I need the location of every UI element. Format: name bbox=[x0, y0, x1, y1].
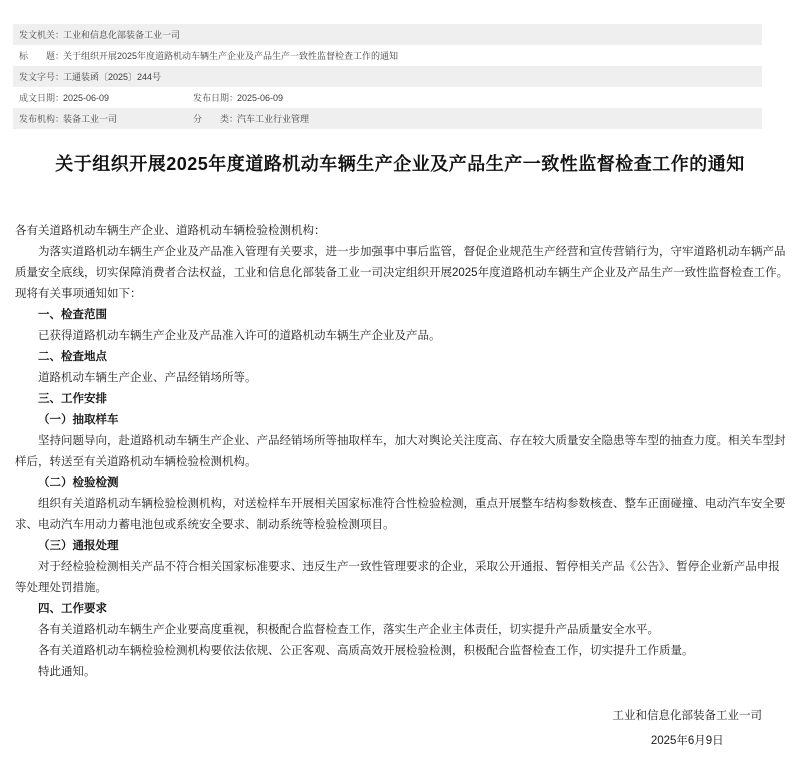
document-meta-table bbox=[13, 24, 762, 129]
signature-organization: 工业和信息化部装备工业一司 bbox=[612, 710, 762, 722]
heading-scope: 一、检查范围 bbox=[38, 309, 107, 321]
meta-label-publisher: 发布机构： bbox=[19, 114, 65, 124]
meta-label-publish-date: 发布日期： bbox=[193, 93, 239, 103]
heading-reporting: （三）通报处理 bbox=[38, 540, 119, 552]
meta-cell bbox=[19, 91, 193, 104]
paragraph-sampling: 坚持问题导向，赴道路机动车辆生产企业、产品经销场所等抽取样车，加大对舆论关注度高、存在较大质量安全隐患等车型的抽查力度。相关车型封样后，转送至有关道路机动车辆检验检测机构。 bbox=[15, 435, 786, 468]
meta-label-title: 标 题： bbox=[19, 51, 65, 61]
paragraph-intro: 为落实道路机动车辆生产企业及产品准入管理有关要求，进一步加强事中事后监管，督促企业规范生产经营和宣传营销行为，守牢道路机动车辆产品质量安全底线，切实保障消费者合法权益，工业和信息化部装备工业一司决定组织开展2025年度道路机动车辆生产企业及产品生产一致性监督检查工作。现将有关事项通知如下： bbox=[15, 246, 789, 300]
meta-row-issuing-agency bbox=[13, 24, 762, 45]
meta-value-publish-date: 2025-06-09 bbox=[237, 92, 284, 103]
paragraph-requirements-institutions: 各有关道路机动车辆检验检测机构要依法依规、公正客观、高质高效开展检验检测，积极配合监督检查工作，切实提升工作质量。 bbox=[38, 645, 694, 657]
heading-location: 二、检查地点 bbox=[38, 351, 107, 363]
meta-value-publisher: 装备工业一司 bbox=[63, 114, 118, 124]
meta-row-doc-number bbox=[13, 66, 762, 87]
signature-block bbox=[613, 706, 763, 752]
paragraph-reporting: 对于经检验检测相关产品不符合相关国家标准要求、违反生产一致性管理要求的企业，采取公开通报、暂停相关产品《公告》、暂停企业新产品申报等处理处罚措施。 bbox=[15, 561, 780, 594]
meta-value-title: 关于组织开展2025年度道路机动车辆生产企业及产品生产一致性监督检查工作的通知 bbox=[63, 51, 399, 61]
meta-cell bbox=[19, 28, 762, 41]
paragraph-requirements-enterprises: 各有关道路机动车辆生产企业要高度重视，积极配合监督检查工作，落实生产企业主体责任，切实提升产品质量安全水平。 bbox=[38, 624, 659, 636]
heading-requirements: 四、工作要求 bbox=[38, 603, 107, 615]
meta-value-issuing-agency: 工业和信息化部装备工业一司 bbox=[63, 30, 181, 40]
meta-cell bbox=[19, 112, 193, 125]
page-title: 关于组织开展2025年度道路机动车辆生产企业及产品生产一致性监督检查工作的通知 bbox=[55, 154, 745, 174]
meta-cell bbox=[193, 91, 762, 104]
meta-row-publisher bbox=[13, 108, 762, 129]
heading-sampling: （一）抽取样车 bbox=[38, 414, 119, 426]
paragraph-scope: 已获得道路机动车辆生产企业及产品准入许可的道路机动车辆生产企业及产品。 bbox=[38, 330, 441, 342]
meta-label-written-date: 成文日期： bbox=[19, 93, 65, 103]
paragraph-location: 道路机动车辆生产企业、产品经销场所等。 bbox=[38, 372, 257, 384]
meta-cell bbox=[19, 49, 762, 62]
paragraph-inspection: 组织有关道路机动车辆检验检测机构，对送检样车开展相关国家标准符合性检验检测，重点开展整车结构参数核查、整车正面碰撞、电动汽车安全要求、电动汽车用动力蓄电池包或系统安全要求、制动系统等检验检测项目。 bbox=[15, 498, 786, 531]
meta-label-category: 分 类： bbox=[193, 114, 239, 124]
meta-value-category: 汽车工业行业管理 bbox=[237, 114, 310, 124]
meta-value-doc-number: 工通装函〔2025〕244号 bbox=[63, 72, 162, 82]
meta-value-written-date: 2025-06-09 bbox=[63, 92, 110, 103]
meta-cell bbox=[193, 112, 762, 125]
meta-row-title bbox=[13, 45, 762, 66]
paragraph-closing: 特此通知。 bbox=[38, 666, 96, 678]
heading-inspection: （二）检验检测 bbox=[38, 477, 119, 489]
meta-label-issuing-agency: 发文机关： bbox=[19, 30, 65, 40]
meta-label-doc-number: 发文字号： bbox=[19, 72, 65, 82]
signature-date: 2025年6月9日 bbox=[650, 735, 724, 747]
meta-row-dates bbox=[13, 87, 762, 108]
document-body bbox=[15, 221, 790, 683]
salutation: 各有关道路机动车辆生产企业、道路机动车辆检验检测机构： bbox=[15, 225, 326, 237]
heading-work-arrangement: 三、工作安排 bbox=[38, 393, 107, 405]
meta-cell bbox=[19, 70, 762, 83]
